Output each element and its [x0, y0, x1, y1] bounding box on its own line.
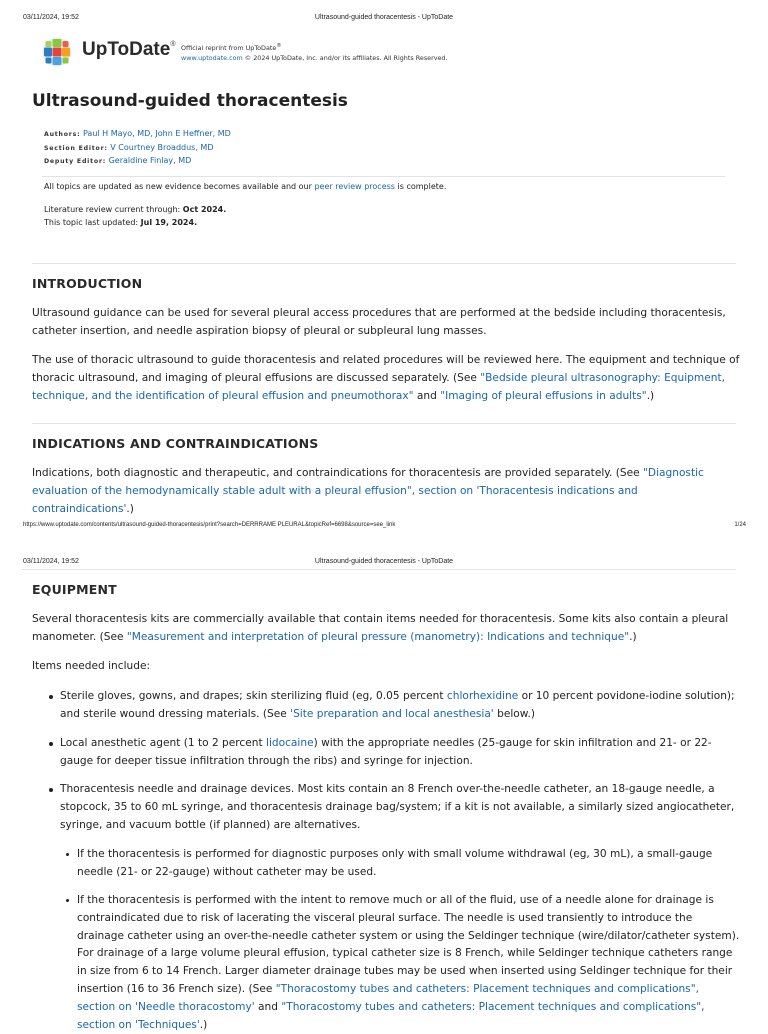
- print-datetime: 03/11/2024, 19:52: [23, 14, 79, 21]
- divider: [32, 263, 736, 264]
- chlorhexidine-link[interactable]: chlorhexidine: [446, 690, 519, 702]
- peer-review-link[interactable]: peer review process: [314, 182, 395, 191]
- needle-thoracostomy-link[interactable]: "Thoracostomy tubes and catheters: Placement techniques and complications", section on 'Needle thoracostomy': [77, 982, 699, 1013]
- intro-paragraph-1: Ultrasound guidance can be used for several pleural access procedures that are performed at the bedside including thoracentesis, catheter insertion, and needle aspiration biopsy of pleural or subpleural lung masses.: [32, 307, 726, 337]
- site-preparation-link[interactable]: 'Site preparation and local anesthesia': [290, 707, 494, 720]
- deputy-editor-line: Deputy Editor: Geraldine Finlay, MD: [44, 156, 192, 165]
- print-footer: [0, 520, 768, 532]
- list-item: If the thoracentesis is performed for diagnostic purposes only with small volume withdrawal (eg, 30 mL), a small-gauge needle (21- or 22-gauge) without catheter may be used.: [77, 846, 740, 882]
- bullet-icon: [66, 853, 69, 856]
- divider: [42, 176, 725, 177]
- list-item: If the thoracentesis is performed with the intent to remove much or all of the fluid, use of a needle alone for drainage is contraindicated due to risk of lacerating the visceral pleural surface. The needle is used transiently to introduce the drainage catheter using an over-the-needle catheter system or using the Seldinger technique (wire/dilator/catheter system). For drainage of a large volume pleural effusion, typical catheter size is 8 French, while Seldinger technique catheters range in size from 6 to 14 French. Larger diameter drainage tubes may be used when inserted using Seldinger technique for their insertion (16 to 36 French size). (See "Thoracostomy tubes and catheters: Placement techniques and complications", section on 'Needle thoracostomy' and "Thoracostomy tubes and catheters: Placement techniques and complications", section on 'Techniques'.): [77, 892, 740, 1034]
- uptodate-logo-icon: [42, 37, 72, 67]
- lidocaine-link[interactable]: lidocaine: [266, 737, 314, 749]
- print-url: https://www.uptodate.com/contents/ultrasound-guided-thoracentesis/print?search=DERRRAME PLEURAL&topicRef=6698&source=see_link: [23, 522, 396, 528]
- list-item: Local anesthetic agent (1 to 2 percent lidocaine) with the appropriate needles (25-gauge for skin infiltration and 21- or 22-gauge for deeper tissue infiltration through the ribs) and syringe for injection.: [60, 735, 740, 771]
- section-editor-link[interactable]: V Courtney Broaddus, MD: [110, 142, 214, 152]
- print-datetime: 03/11/2024, 19:52: [23, 558, 79, 565]
- print-header: [0, 12, 768, 24]
- logo-wordmark: UpToDate®: [82, 39, 176, 60]
- authors-line: Authors: Paul H Mayo, MD, John E Heffner, MD: [44, 129, 231, 138]
- authors-link[interactable]: Paul H Mayo, MD, John E Heffner, MD: [82, 129, 231, 138]
- diagnostic-evaluation-link[interactable]: "Diagnostic evaluation of the hemodynamically stable adult with a pleural effusion", section on 'Thoracentesis indications and contraindications': [32, 467, 704, 515]
- imaging-effusions-link[interactable]: "Imaging of pleural effusions in adults": [440, 389, 647, 402]
- reprint-notice: Official reprint from UpToDate® www.uptodate.com © 2024 UpToDate, Inc. and/or its affiliates. All Rights Reserved.: [181, 43, 448, 63]
- deputy-editor-link[interactable]: Geraldine Finlay, MD: [108, 156, 192, 165]
- review-dates: Literature review current through: Oct 2024. This topic last updated: Jul 19, 2024.: [44, 205, 227, 227]
- list-item: Sterile gloves, gowns, and drapes; skin sterilizing fluid (eg, 0.05 percent chlorhexidine or 10 percent povidone-iodine solution); and sterile wound dressing materials. (See 'Site preparation and local anesthesia' below.): [60, 688, 740, 724]
- divider: [22, 569, 736, 570]
- items-needed-label: Items needed include:: [32, 660, 151, 672]
- print-page-number: 1/24: [734, 522, 746, 528]
- section-heading-indications: INDICATIONS AND CONTRAINDICATIONS: [32, 436, 319, 451]
- page-title: Ultrasound-guided thoracentesis: [32, 91, 348, 111]
- equipment-paragraph-1: Several thoracentesis kits are commercially available that contain items needed for thoracentesis. Some kits also contain a pleural manometer. (See "Measurement and interpretation of pleural pressure (manometry): Indications and technique".): [32, 613, 729, 643]
- pleural-manometry-link[interactable]: "Measurement and interpretation of pleural pressure (manometry): Indications and technique": [126, 630, 630, 643]
- bullet-icon: [66, 899, 69, 902]
- section-heading-equipment: EQUIPMENT: [32, 582, 117, 597]
- bullet-icon: [49, 695, 53, 699]
- bylines: [44, 128, 231, 169]
- thoracostomy-techniques-link[interactable]: "Thoracostomy tubes and catheters: Placement techniques and complications", section on 'Techniques': [77, 1000, 705, 1031]
- divider: [32, 423, 736, 424]
- print-title: Ultrasound-guided thoracentesis - UpToDate: [314, 14, 454, 21]
- list-item: Thoracentesis needle and drainage devices. Most kits contain an 8 French over-the-needle catheter, an 18-gauge needle, a stopcock, 35 to 60 mL syringe, and thoracentesis drainage bag/system; if a kit is not available, a similarly sized angiocatheter, syringe, and vacuum bottle (if planned) are alternatives.: [60, 781, 740, 834]
- bullet-icon: [49, 788, 53, 792]
- uptodate-site-link[interactable]: www.uptodate.com: [181, 54, 243, 63]
- section-heading-introduction: INTRODUCTION: [32, 276, 143, 291]
- indications-paragraph: Indications, both diagnostic and therapeutic, and contraindications for thoracentesis are provided separately. (See "Diagnostic evaluation of the hemodynamically stable adult with a pleural effusion", section on 'Thoracentesis indications and contraindications'.): [32, 467, 704, 515]
- bedside-ultrasound-link[interactable]: "Bedside pleural ultrasonography: Equipment, technique, and the identification of pleural effusion and pneumothorax": [32, 371, 725, 402]
- update-notice: All topics are updated as new evidence becomes available and our peer review process is complete.: [44, 182, 447, 191]
- print-header: [0, 556, 768, 568]
- intro-paragraph-2: The use of thoracic ultrasound to guide thoracentesis and related procedures will be reviewed here. The equipment and technique of thoracic ultrasound, and imaging of pleural effusions are discussed separately. (See "Bedside pleural ultrasonography: Equipment, technique, and the identification of pleural effusion and pneumothorax" and "Imaging of pleural effusions in adults".): [32, 354, 740, 402]
- section-editor-line: Section Editor: V Courtney Broaddus, MD: [44, 142, 214, 152]
- print-title: Ultrasound-guided thoracentesis - UpToDate: [314, 558, 454, 565]
- bullet-icon: [49, 742, 53, 746]
